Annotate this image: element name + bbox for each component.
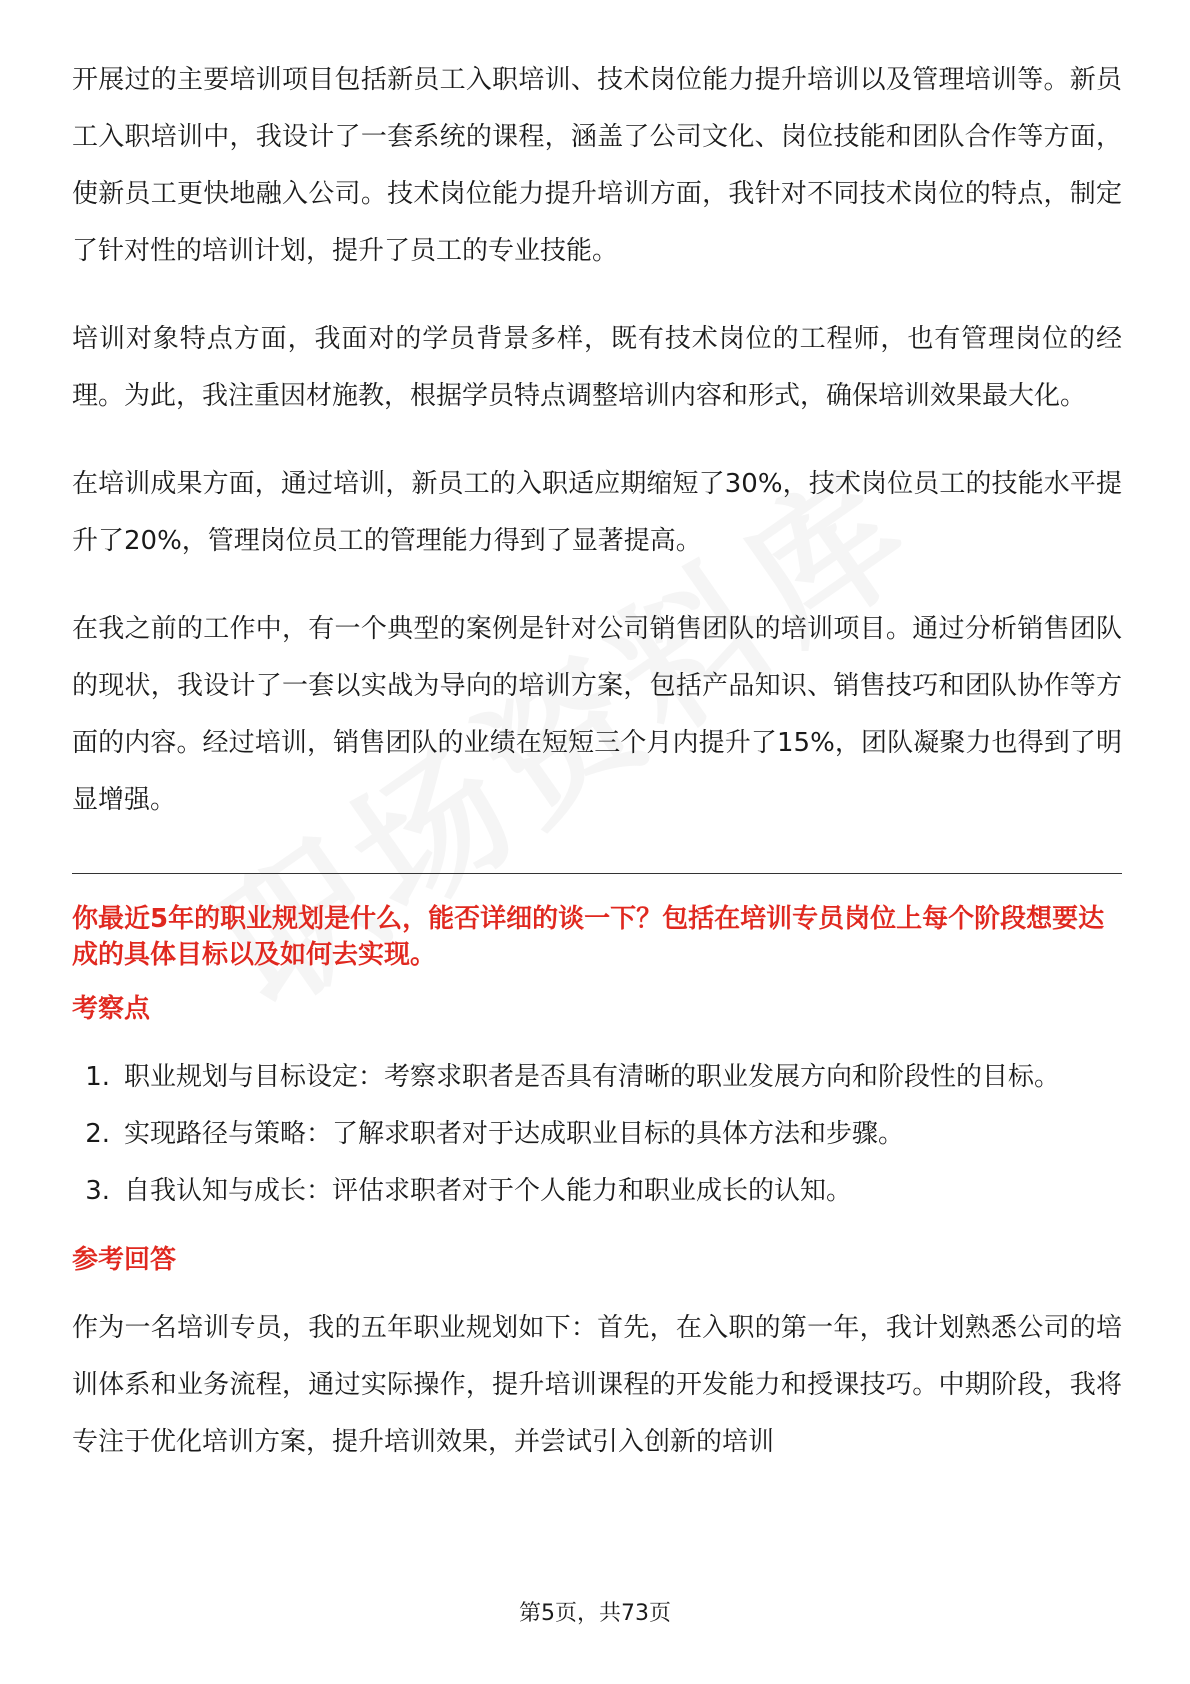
list-item-number: 3.: [85, 1176, 110, 1206]
key-points-title: 考察点: [72, 994, 151, 1024]
paragraph-sales-case: 在我之前的工作中，有一个典型的案例是针对公司销售团队的培训项目。通过分析销售团队的现状，我设计了一套以实战为导向的培训方案，包括产品知识、销售技巧和团队协作等方面的内容。经过培训，销售团队的业绩在短短三个月内提升了15%，团队凝聚力也得到了明显增强。: [72, 614, 1122, 815]
list-item: [72, 1049, 1122, 1106]
interview-question: 你最近5年的职业规划是什么，能否详细的谈一下？包括在培训专员岗位上每个阶段想要达成的具体目标以及如何去实现。: [72, 904, 1105, 970]
reference-answer-title: 参考回答: [72, 1245, 177, 1275]
section-divider: [72, 873, 1122, 874]
list-item-text: 实现路径与策略：了解求职者对于达成职业目标的具体方法和步骤。: [124, 1119, 905, 1149]
paragraph-training-results: 在培训成果方面，通过培训，新员工的入职适应期缩短了30%，技术岗位员工的技能水平提升了20%，管理岗位员工的管理能力得到了显著提高。: [72, 469, 1122, 556]
key-points-list: [72, 1049, 1122, 1220]
list-item-text: 自我认知与成长：评估求职者对于个人能力和职业成长的认知。: [124, 1176, 853, 1206]
page-number: 第5页，共73页: [519, 1601, 671, 1626]
list-item-text: 职业规划与目标设定：考察求职者是否具有清晰的职业发展方向和阶段性的目标。: [124, 1062, 1061, 1092]
paragraph-trainee-characteristics: 培训对象特点方面，我面对的学员背景多样，既有技术岗位的工程师，也有管理岗位的经理。为此，我注重因材施教，根据学员特点调整培训内容和形式，确保培训效果最大化。: [72, 324, 1122, 411]
reference-answer-text: 作为一名培训专员，我的五年职业规划如下：首先，在入职的第一年，我计划熟悉公司的培训体系和业务流程，通过实际操作，提升培训课程的开发能力和授课技巧。中期阶段，我将专注于优化培训方案，提升培训效果，并尝试引入创新的培训: [72, 1313, 1122, 1457]
list-item-number: 1.: [85, 1062, 110, 1092]
list-item: [72, 1163, 1122, 1220]
list-item: [72, 1106, 1122, 1163]
document-body: [72, 52, 1122, 1471]
paragraph-training-projects: 开展过的主要培训项目包括新员工入职培训、技术岗位能力提升培训以及管理培训等。新员工入职培训中，我设计了一套系统的课程，涵盖了公司文化、岗位技能和团队合作等方面，使新员工更快地融入公司。技术岗位能力提升培训方面，我针对不同技术岗位的特点，制定了针对性的培训计划，提升了员工的专业技能。: [72, 65, 1122, 266]
list-item-number: 2.: [85, 1119, 110, 1149]
